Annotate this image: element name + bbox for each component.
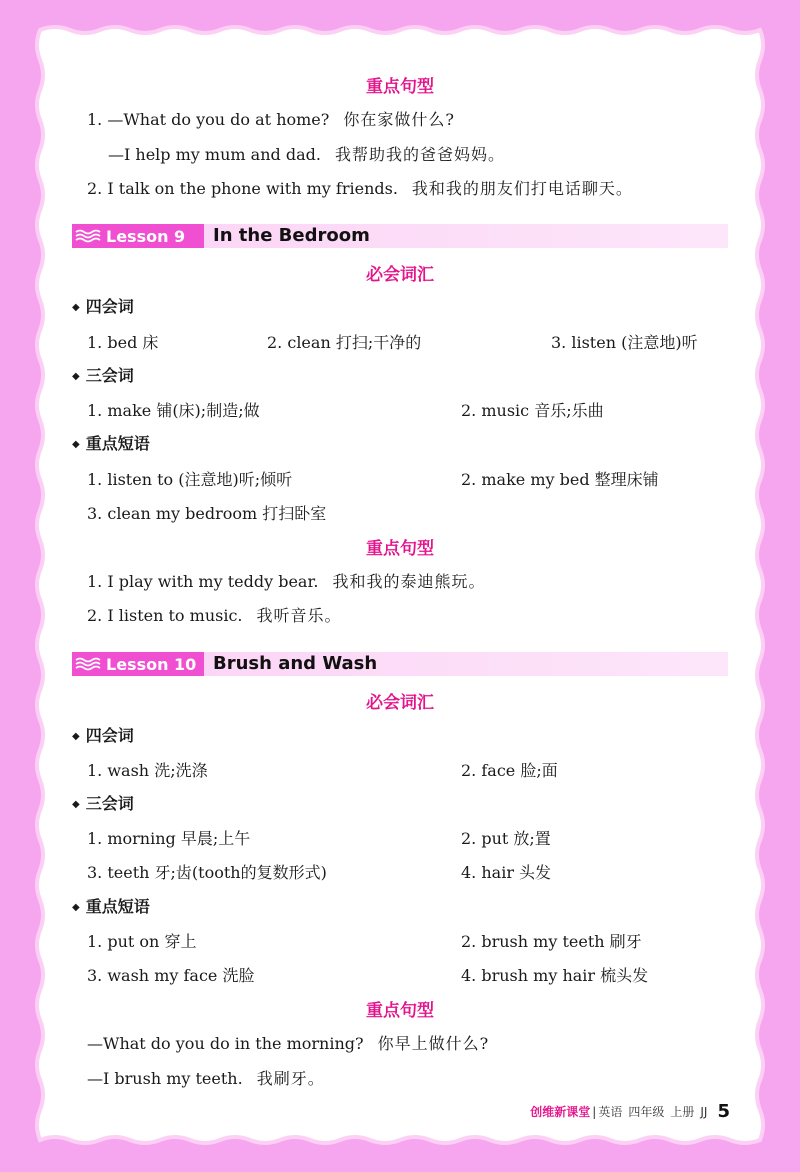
phrase-item: 3. clean my bedroom 打扫卧室 <box>87 504 327 523</box>
phrase-item: 4. brush my hair 梳头发 <box>461 966 649 985</box>
waves-icon <box>72 652 104 676</box>
lesson-9-tag: Lesson 9 <box>72 224 204 248</box>
vocab-item: 1. bed 床 <box>87 333 159 352</box>
vocab-item: 1. make 铺(床);制造;做 <box>87 401 260 420</box>
footer-brand: 创维新课堂 <box>530 1105 591 1119</box>
three-skill-label: ◆ 三会词 <box>72 794 134 813</box>
vocab-item: 2. put 放;置 <box>461 829 551 848</box>
lesson-10-header <box>72 652 728 676</box>
vocab-item: 3. listen (注意地)听 <box>551 333 698 352</box>
footer-grade: 四年级 <box>628 1105 665 1119</box>
sentence-line: —I help my mum and dad. 我帮助我的爸爸妈妈。 <box>108 145 505 164</box>
sentence-line: 1. —What do you do at home? 你在家做什么? <box>87 110 455 129</box>
vocab-item: 3. teeth 牙;齿(tooth的复数形式) <box>87 863 327 882</box>
vocab-heading-lesson9: 必会词汇 <box>366 265 434 285</box>
vocab-item: 2. clean 打扫;干净的 <box>267 333 422 352</box>
phrases-label: ◆ 重点短语 <box>72 434 150 453</box>
footer-edition: JJ <box>700 1104 708 1119</box>
vocab-item: 2. face 脸;面 <box>461 761 558 780</box>
phrase-item: 2. brush my teeth 刷牙 <box>461 932 642 951</box>
lesson-9-header <box>72 224 728 248</box>
sentence-line: —I brush my teeth. 我刷牙。 <box>87 1069 325 1088</box>
vocab-item: 1. wash 洗;洗涤 <box>87 761 208 780</box>
footer-term: 上册 <box>670 1105 695 1119</box>
lesson-10-tag: Lesson 10 <box>72 652 204 676</box>
four-skill-label: ◆ 四会词 <box>72 297 134 316</box>
phrase-item: 1. listen to (注意地)听;倾听 <box>87 470 293 489</box>
vocab-item: 1. morning 早晨;上午 <box>87 829 251 848</box>
vocab-heading-lesson10: 必会词汇 <box>366 693 434 713</box>
waves-icon <box>72 224 104 248</box>
phrase-item: 2. make my bed 整理床铺 <box>461 470 659 489</box>
lesson-10-title: Brush and Wash <box>213 653 378 674</box>
sentence-heading-top: 重点句型 <box>366 77 434 97</box>
phrase-item: 3. wash my face 洗脸 <box>87 966 255 985</box>
vocab-item: 2. music 音乐;乐曲 <box>461 401 604 420</box>
sentence-line: 1. I play with my teddy bear. 我和我的泰迪熊玩。 <box>87 572 486 591</box>
vocab-item: 4. hair 头发 <box>461 863 552 882</box>
phrase-item: 1. put on 穿上 <box>87 932 197 951</box>
sentence-heading-lesson10: 重点句型 <box>366 1001 434 1021</box>
page-footer: 创维新课堂 | 英语 四年级 上册 JJ 5 <box>530 1101 730 1122</box>
three-skill-label: ◆ 三会词 <box>72 366 134 385</box>
sentence-line: —What do you do in the morning? 你早上做什么? <box>87 1034 490 1053</box>
sentence-heading-lesson9: 重点句型 <box>366 539 434 559</box>
phrases-label: ◆ 重点短语 <box>72 897 150 916</box>
sentence-line: 2. I listen to music. 我听音乐。 <box>87 606 342 625</box>
sentence-line: 2. I talk on the phone with my friends. 我和我的朋友们打电话聊天。 <box>87 179 633 198</box>
four-skill-label: ◆ 四会词 <box>72 726 134 745</box>
footer-subject: 英语 <box>598 1105 623 1119</box>
page-number: 5 <box>717 1101 730 1122</box>
lesson-9-title: In the Bedroom <box>213 225 370 246</box>
